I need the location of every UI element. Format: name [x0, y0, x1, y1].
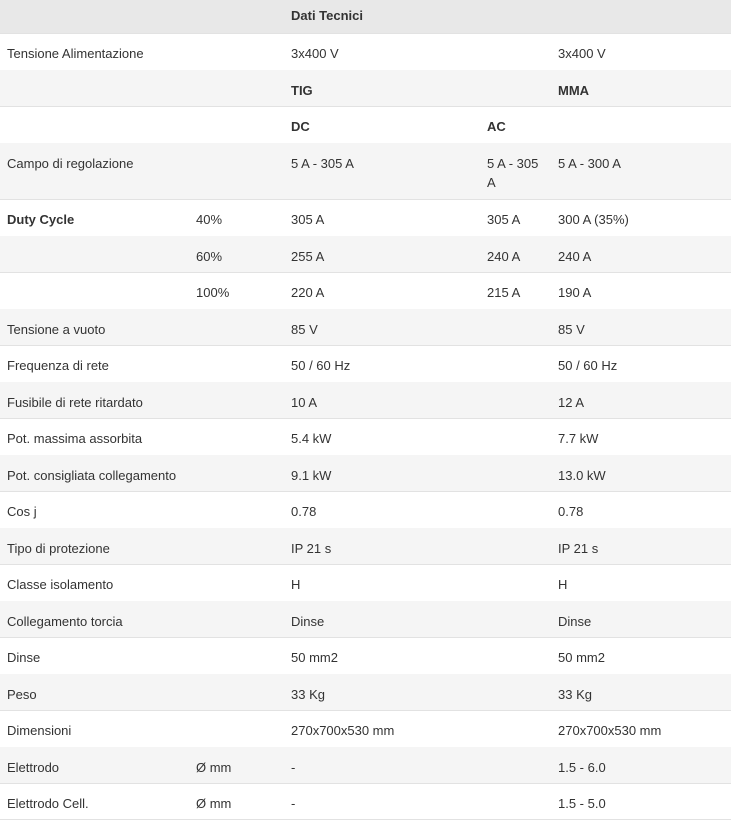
table-cell-col4: 13.0 kW [558, 468, 606, 483]
table-cell-col2: 9.1 kW [291, 468, 332, 483]
table-cell-col2: 85 V [291, 322, 318, 337]
table-row [0, 783, 731, 820]
table-cell-col4: Dinse [558, 614, 592, 629]
table-cell-col0: Elettrodo Cell. [7, 796, 89, 811]
table-cell-col2: Dinse [291, 614, 325, 629]
table-cell-col2: 220 A [291, 285, 325, 300]
table-cell-col2: IP 21 s [291, 541, 332, 556]
table-cell-col4: 300 A (35%) [558, 212, 629, 227]
table-cell-col2: 5.4 kW [291, 431, 332, 446]
table-cell-col0: Elettrodo [7, 760, 60, 775]
table-cell-col3: 215 A [487, 285, 521, 300]
table-row [0, 236, 731, 273]
table-row [0, 70, 731, 107]
table-cell-col4: MMA [558, 83, 590, 98]
table-cell-col1: Ø mm [196, 760, 232, 775]
table-row [0, 272, 731, 310]
table-cell-col3: 240 A [487, 249, 521, 264]
table-cell-col3: 305 A [487, 212, 521, 227]
table-row [0, 674, 731, 711]
table-cell-col4: 33 Kg [558, 687, 592, 702]
table-cell-col0: Frequenza di rete [7, 358, 109, 373]
table-row [0, 143, 731, 200]
table-header-title: Dati Tecnici [291, 8, 364, 23]
table-cell-col0: Classe isolamento [7, 577, 114, 592]
table-cell-col4: 1.5 - 5.0 [558, 796, 606, 811]
table-row [0, 637, 731, 675]
table-row [0, 747, 731, 784]
table-cell-col4: 85 V [558, 322, 585, 337]
table-cell-col4: 5 A - 300 A [558, 156, 621, 171]
table-cell-col2: 255 A [291, 249, 325, 264]
table-cell-col4: 270x700x530 mm [558, 723, 662, 738]
table-cell-col1: Ø mm [196, 796, 232, 811]
table-cell-col2: H [291, 577, 301, 592]
table-cell-col0: Cos j [7, 504, 37, 519]
table-row [0, 309, 731, 346]
table-cell-col1: 40% [196, 212, 223, 227]
table-cell-col4: 1.5 - 6.0 [558, 760, 606, 775]
table-cell-col4: 50 / 60 Hz [558, 358, 618, 373]
table-cell-col4: H [558, 577, 568, 592]
table-cell-col2: 270x700x530 mm [291, 723, 395, 738]
table-cell-col2: 33 Kg [291, 687, 325, 702]
table-cell-col2: 0.78 [291, 504, 317, 519]
table-cell-col2: DC [291, 119, 310, 134]
table-row [0, 33, 731, 71]
table-row [0, 601, 731, 638]
table-row [0, 418, 731, 456]
table-cell-col0: Duty Cycle [7, 212, 75, 227]
table-cell-col4: IP 21 s [558, 541, 599, 556]
table-row [0, 382, 731, 419]
table-cell-col0: Collegamento torcia [7, 614, 123, 629]
table-cell-col0: Tensione Alimentazione [7, 46, 144, 61]
table-cell-col0: Dinse [7, 650, 41, 665]
table-row [0, 199, 731, 237]
table-cell-col4: 190 A [558, 285, 592, 300]
table-row [0, 455, 731, 492]
table-cell-col3: AC [487, 119, 506, 134]
table-cell-col0: Tipo di protezione [7, 541, 110, 556]
table-cell-col4: 12 A [558, 395, 585, 410]
table-cell-col0: Dimensioni [7, 723, 72, 738]
table-cell-col4: 240 A [558, 249, 592, 264]
table-cell-col0: Campo di regolazione [7, 156, 134, 171]
table-cell-col0: Fusibile di rete ritardato [7, 395, 143, 410]
table-cell-col1: 60% [196, 249, 223, 264]
table-cell-col1: 100% [196, 285, 230, 300]
table-cell-col4: 0.78 [558, 504, 584, 519]
table-row [0, 106, 731, 144]
table-cell-col2: - [291, 796, 296, 811]
table-row [0, 345, 731, 383]
table-cell-col4: 3x400 V [558, 46, 606, 61]
table-cell-col2: 5 A - 305 A [291, 156, 354, 171]
table-cell-col2: 50 / 60 Hz [291, 358, 351, 373]
table-cell-col2: 10 A [291, 395, 318, 410]
table-cell-col4: 50 mm2 [558, 650, 605, 665]
table-header-row [0, 0, 731, 34]
table-row [0, 710, 731, 748]
table-cell-col0: Pot. massima assorbita [7, 431, 143, 446]
table-cell-col4: 7.7 kW [558, 431, 599, 446]
table-row [0, 564, 731, 602]
table-cell-col2: TIG [291, 83, 313, 98]
table-cell-col0: Peso [7, 687, 37, 702]
table-cell-col3: 5 A - 305 A [487, 156, 539, 190]
table-cell-col2: - [291, 760, 296, 775]
table-row [0, 528, 731, 565]
table-cell-col0: Pot. consigliata collegamento [7, 468, 177, 483]
table-cell-col0: Tensione a vuoto [7, 322, 106, 337]
table-row [0, 491, 731, 529]
table-cell-col2: 3x400 V [291, 46, 339, 61]
table-cell-col2: 50 mm2 [291, 650, 338, 665]
table-cell-col2: 305 A [291, 212, 325, 227]
